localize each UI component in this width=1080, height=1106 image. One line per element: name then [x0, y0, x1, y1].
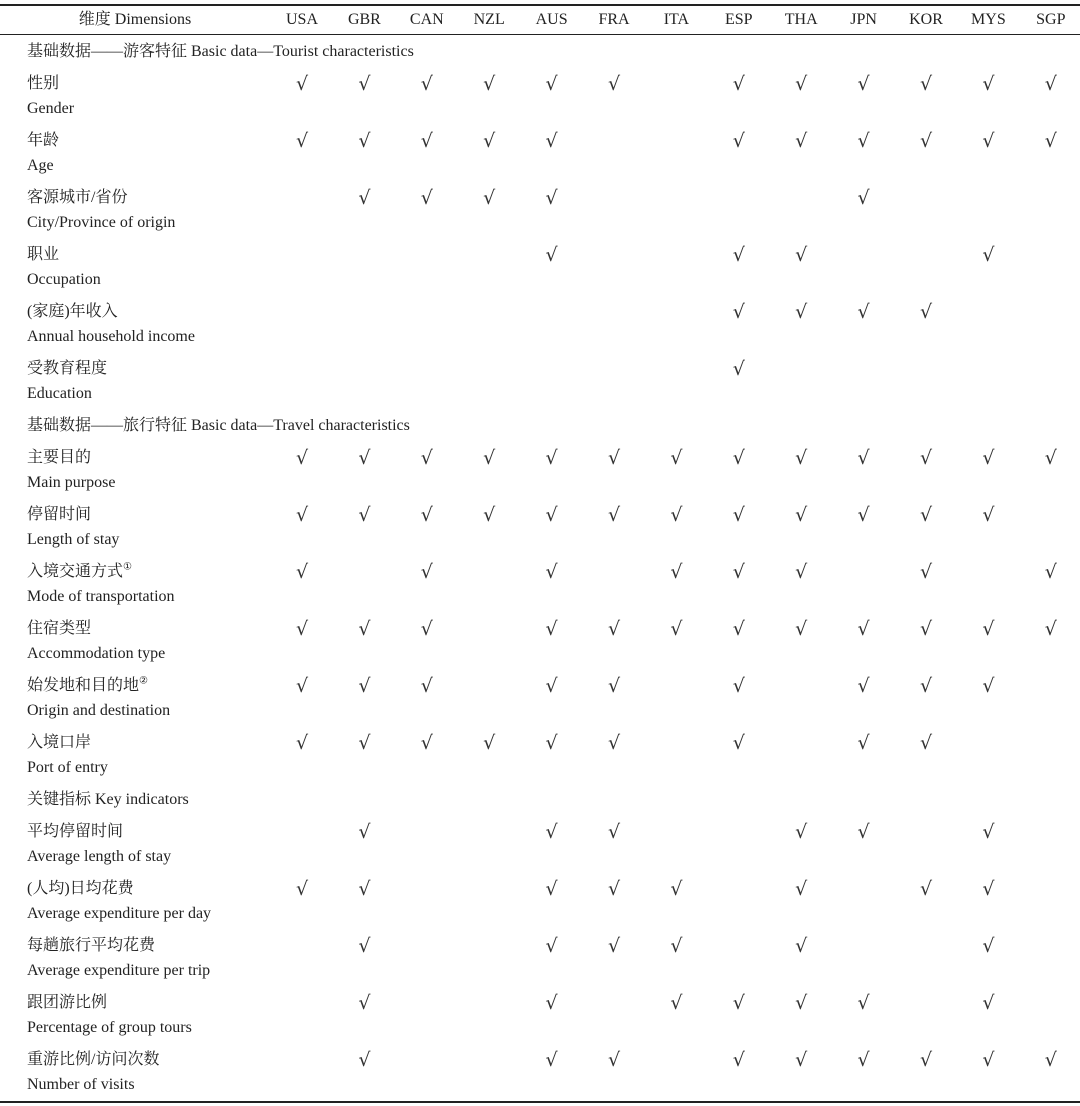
- row-label-cn-text: 每趟旅行平均花费: [27, 937, 156, 954]
- check-mark-usa: √: [295, 447, 309, 469]
- check-mark-jpn: √: [857, 187, 870, 209]
- check-mark-gbr: √: [358, 935, 371, 957]
- check-mark-gbr: √: [358, 992, 371, 1014]
- header-country-can: CAN: [409, 11, 444, 28]
- check-mark-gbr: √: [358, 130, 371, 152]
- check-mark-kor: √: [919, 618, 933, 640]
- header-country-jpn: JPN: [850, 11, 877, 28]
- footnote-marker: ①: [123, 561, 132, 573]
- check-mark-mys: √: [982, 992, 995, 1014]
- check-mark-tha: √: [795, 935, 808, 957]
- section-title: 基础数据——旅行特征 Basic data—Travel characteristics: [27, 417, 410, 434]
- check-mark-fra: √: [607, 878, 621, 900]
- check-mark-esp: √: [732, 618, 745, 640]
- row-label-cn-text: (人均)日均花费: [27, 880, 134, 897]
- check-mark-aus: √: [545, 504, 558, 526]
- check-mark-nzl: √: [483, 504, 496, 526]
- row-label-cn: [27, 619, 91, 639]
- row-label-en: Occupation: [27, 271, 101, 288]
- check-mark-fra: √: [607, 732, 621, 754]
- header-country-aus: AUS: [535, 11, 568, 28]
- check-mark-kor: √: [919, 73, 933, 95]
- check-mark-jpn: √: [857, 618, 870, 640]
- check-mark-usa: √: [295, 130, 309, 152]
- row-label-cn-text: 客源城市/省份: [27, 189, 128, 206]
- header-country-nzl: NZL: [473, 11, 505, 28]
- check-mark-aus: √: [545, 935, 558, 957]
- row-label-en: Origin and destination: [27, 702, 171, 719]
- check-mark-kor: √: [919, 301, 933, 323]
- check-mark-mys: √: [982, 618, 995, 640]
- check-mark-sgp: √: [1044, 561, 1057, 583]
- row-label-cn-text: 年龄: [27, 132, 60, 149]
- check-mark-kor: √: [919, 1049, 933, 1071]
- check-mark-gbr: √: [358, 675, 371, 697]
- check-mark-esp: √: [732, 504, 745, 526]
- check-mark-sgp: √: [1044, 447, 1057, 469]
- check-mark-nzl: √: [483, 187, 496, 209]
- row-label-cn: [27, 733, 91, 753]
- check-mark-sgp: √: [1044, 618, 1057, 640]
- check-mark-gbr: √: [358, 187, 371, 209]
- check-mark-tha: √: [795, 244, 808, 266]
- check-mark-aus: √: [545, 878, 558, 900]
- header-country-tha: THA: [784, 11, 818, 28]
- header-country-fra: FRA: [598, 11, 630, 28]
- row-label-en: Percentage of group tours: [27, 1019, 192, 1036]
- check-mark-fra: √: [607, 618, 621, 640]
- check-mark-fra: √: [607, 73, 621, 95]
- row-label-cn-text: 入境交通方式: [27, 563, 124, 580]
- check-mark-usa: √: [295, 561, 309, 583]
- section-title: 基础数据——游客特征 Basic data—Tourist characteristics: [27, 43, 414, 60]
- check-mark-can: √: [420, 187, 433, 209]
- check-mark-mys: √: [982, 447, 995, 469]
- check-mark-usa: √: [295, 618, 309, 640]
- check-mark-kor: √: [919, 675, 933, 697]
- check-mark-usa: √: [295, 675, 309, 697]
- check-mark-esp: √: [732, 130, 745, 152]
- check-mark-gbr: √: [358, 1049, 371, 1071]
- row-label-en: Number of visits: [27, 1076, 135, 1093]
- check-mark-can: √: [420, 130, 433, 152]
- check-mark-tha: √: [795, 878, 808, 900]
- check-mark-ita: √: [670, 878, 683, 900]
- check-mark-usa: √: [295, 878, 309, 900]
- row-label-cn-text: 受教育程度: [27, 360, 108, 377]
- check-mark-aus: √: [545, 244, 558, 266]
- check-mark-can: √: [420, 504, 433, 526]
- row-label-cn: [27, 562, 132, 582]
- check-mark-tha: √: [795, 130, 808, 152]
- check-mark-mys: √: [982, 244, 995, 266]
- row-label-cn: [27, 74, 59, 94]
- check-mark-jpn: √: [857, 1049, 870, 1071]
- header-country-sgp: SGP: [1036, 11, 1066, 28]
- check-mark-mys: √: [982, 130, 995, 152]
- check-mark-ita: √: [670, 447, 683, 469]
- check-mark-esp: √: [732, 358, 745, 380]
- header-country-gbr: GBR: [347, 11, 381, 28]
- check-mark-esp: √: [732, 675, 745, 697]
- row-label-cn-text: 主要目的: [27, 449, 92, 466]
- check-mark-ita: √: [670, 992, 683, 1014]
- header-country-esp: ESP: [725, 11, 753, 28]
- header-country-kor: KOR: [909, 11, 943, 28]
- check-mark-gbr: √: [358, 618, 371, 640]
- check-mark-jpn: √: [857, 504, 870, 526]
- check-mark-can: √: [420, 447, 433, 469]
- check-mark-can: √: [420, 618, 433, 640]
- check-mark-aus: √: [545, 821, 558, 843]
- check-mark-kor: √: [919, 504, 933, 526]
- check-mark-jpn: √: [857, 447, 870, 469]
- row-label-cn: [27, 131, 59, 151]
- row-label-cn: [27, 302, 118, 322]
- row-label-en: Gender: [27, 100, 75, 117]
- row-label-cn-text: (家庭)年收入: [27, 303, 118, 320]
- check-mark-aus: √: [545, 130, 558, 152]
- check-mark-mys: √: [982, 1049, 995, 1071]
- check-mark-esp: √: [732, 561, 745, 583]
- check-mark-can: √: [420, 561, 433, 583]
- check-mark-tha: √: [795, 821, 808, 843]
- check-mark-aus: √: [545, 1049, 558, 1071]
- check-mark-tha: √: [795, 618, 808, 640]
- check-mark-mys: √: [982, 878, 995, 900]
- check-mark-esp: √: [732, 301, 745, 323]
- row-label-cn: [27, 245, 59, 265]
- row-label-en: Average length of stay: [27, 848, 172, 865]
- check-mark-aus: √: [545, 447, 558, 469]
- row-label-cn-text: 入境口岸: [27, 734, 92, 751]
- check-mark-ita: √: [670, 935, 683, 957]
- check-mark-ita: √: [670, 561, 683, 583]
- check-mark-fra: √: [607, 935, 621, 957]
- check-mark-nzl: √: [483, 130, 496, 152]
- row-label-cn-text: 跟团游比例: [27, 994, 108, 1011]
- check-mark-sgp: √: [1044, 73, 1057, 95]
- row-label-cn: [27, 993, 107, 1013]
- check-mark-aus: √: [545, 73, 558, 95]
- check-mark-kor: √: [919, 561, 933, 583]
- row-label-en: Age: [27, 157, 54, 174]
- check-mark-esp: √: [732, 992, 745, 1014]
- row-label-en: Mode of transportation: [27, 588, 175, 605]
- check-mark-gbr: √: [358, 447, 371, 469]
- check-mark-fra: √: [607, 447, 621, 469]
- row-label-en: Port of entry: [27, 759, 108, 776]
- check-mark-aus: √: [545, 992, 558, 1014]
- row-label-en: Accommodation type: [27, 645, 166, 662]
- row-label-cn-text: 住宿类型: [27, 620, 92, 637]
- table-header-rule: [0, 34, 1080, 35]
- check-mark-esp: √: [732, 732, 745, 754]
- check-mark-nzl: √: [483, 447, 496, 469]
- check-mark-sgp: √: [1044, 130, 1057, 152]
- check-mark-gbr: √: [358, 732, 371, 754]
- row-label-en: City/Province of origin: [27, 214, 176, 231]
- check-mark-can: √: [420, 73, 433, 95]
- check-mark-gbr: √: [358, 504, 371, 526]
- check-mark-jpn: √: [857, 73, 870, 95]
- row-label-en: Education: [27, 385, 92, 402]
- check-mark-kor: √: [919, 732, 933, 754]
- check-mark-jpn: √: [857, 821, 870, 843]
- check-mark-fra: √: [607, 504, 621, 526]
- check-mark-fra: √: [607, 1049, 621, 1071]
- row-label-cn-text: 停留时间: [27, 506, 92, 523]
- row-label-cn-text: 始发地和目的地: [27, 677, 140, 694]
- check-mark-gbr: √: [358, 878, 371, 900]
- check-mark-tha: √: [795, 301, 808, 323]
- row-label-en: Annual household income: [27, 328, 195, 345]
- row-label-cn-text: 职业: [27, 246, 60, 263]
- check-mark-esp: √: [732, 1049, 745, 1071]
- row-label-cn: [27, 505, 91, 525]
- row-label-cn: [27, 359, 107, 379]
- check-mark-jpn: √: [857, 130, 870, 152]
- check-mark-mys: √: [982, 504, 995, 526]
- header-country-ita: ITA: [663, 11, 690, 28]
- check-mark-aus: √: [545, 675, 558, 697]
- row-label-cn-text: 重游比例/访问次数: [27, 1051, 160, 1068]
- row-label-cn: [27, 822, 123, 842]
- check-mark-tha: √: [795, 73, 808, 95]
- check-mark-jpn: √: [857, 301, 870, 323]
- row-label-cn-text: 性别: [27, 75, 60, 92]
- check-mark-aus: √: [545, 732, 558, 754]
- check-mark-tha: √: [795, 504, 808, 526]
- header-dimensions: 维度 Dimensions: [78, 11, 192, 28]
- check-mark-usa: √: [295, 73, 309, 95]
- check-mark-esp: √: [732, 73, 745, 95]
- check-mark-jpn: √: [857, 675, 870, 697]
- check-mark-usa: √: [295, 732, 309, 754]
- check-mark-mys: √: [982, 935, 995, 957]
- row-label-cn-text: 平均停留时间: [27, 823, 124, 840]
- row-label-cn: [27, 1050, 159, 1070]
- check-mark-esp: √: [732, 244, 745, 266]
- table-top-rule: [0, 4, 1080, 6]
- section-title: 关键指标 Key indicators: [27, 791, 189, 808]
- row-label-en: Length of stay: [27, 531, 120, 548]
- row-label-cn: [27, 676, 148, 696]
- check-mark-aus: √: [545, 618, 558, 640]
- row-label-en: Main purpose: [27, 474, 116, 491]
- header-country-mys: MYS: [971, 11, 1006, 28]
- check-mark-ita: √: [670, 618, 683, 640]
- row-label-cn: [27, 448, 91, 468]
- check-mark-aus: √: [545, 561, 558, 583]
- footnote-marker: ②: [139, 675, 148, 687]
- check-mark-can: √: [420, 732, 433, 754]
- check-mark-tha: √: [795, 1049, 808, 1071]
- check-mark-aus: √: [545, 187, 558, 209]
- check-mark-kor: √: [919, 130, 933, 152]
- row-label-cn: [27, 879, 134, 899]
- check-mark-tha: √: [795, 561, 808, 583]
- check-mark-gbr: √: [358, 821, 371, 843]
- check-mark-kor: √: [919, 447, 933, 469]
- row-label-cn: [27, 936, 155, 956]
- check-mark-tha: √: [795, 992, 808, 1014]
- check-mark-mys: √: [982, 675, 995, 697]
- check-mark-kor: √: [919, 878, 933, 900]
- check-mark-nzl: √: [483, 732, 496, 754]
- row-label-cn: [27, 188, 127, 208]
- row-label-en: Average expenditure per day: [27, 905, 212, 922]
- check-mark-mys: √: [982, 73, 995, 95]
- check-mark-tha: √: [795, 447, 808, 469]
- check-mark-usa: √: [295, 504, 309, 526]
- check-mark-esp: √: [732, 447, 745, 469]
- header-country-usa: USA: [285, 11, 318, 28]
- row-label-en: Average expenditure per trip: [27, 962, 211, 979]
- check-mark-gbr: √: [358, 73, 371, 95]
- table-bottom-rule: [0, 1101, 1080, 1103]
- check-mark-fra: √: [607, 675, 621, 697]
- check-mark-sgp: √: [1044, 1049, 1057, 1071]
- check-mark-can: √: [420, 675, 433, 697]
- check-mark-jpn: √: [857, 732, 870, 754]
- check-mark-nzl: √: [483, 73, 496, 95]
- check-mark-ita: √: [670, 504, 683, 526]
- check-mark-jpn: √: [857, 992, 870, 1014]
- check-mark-mys: √: [982, 821, 995, 843]
- check-mark-fra: √: [607, 821, 621, 843]
